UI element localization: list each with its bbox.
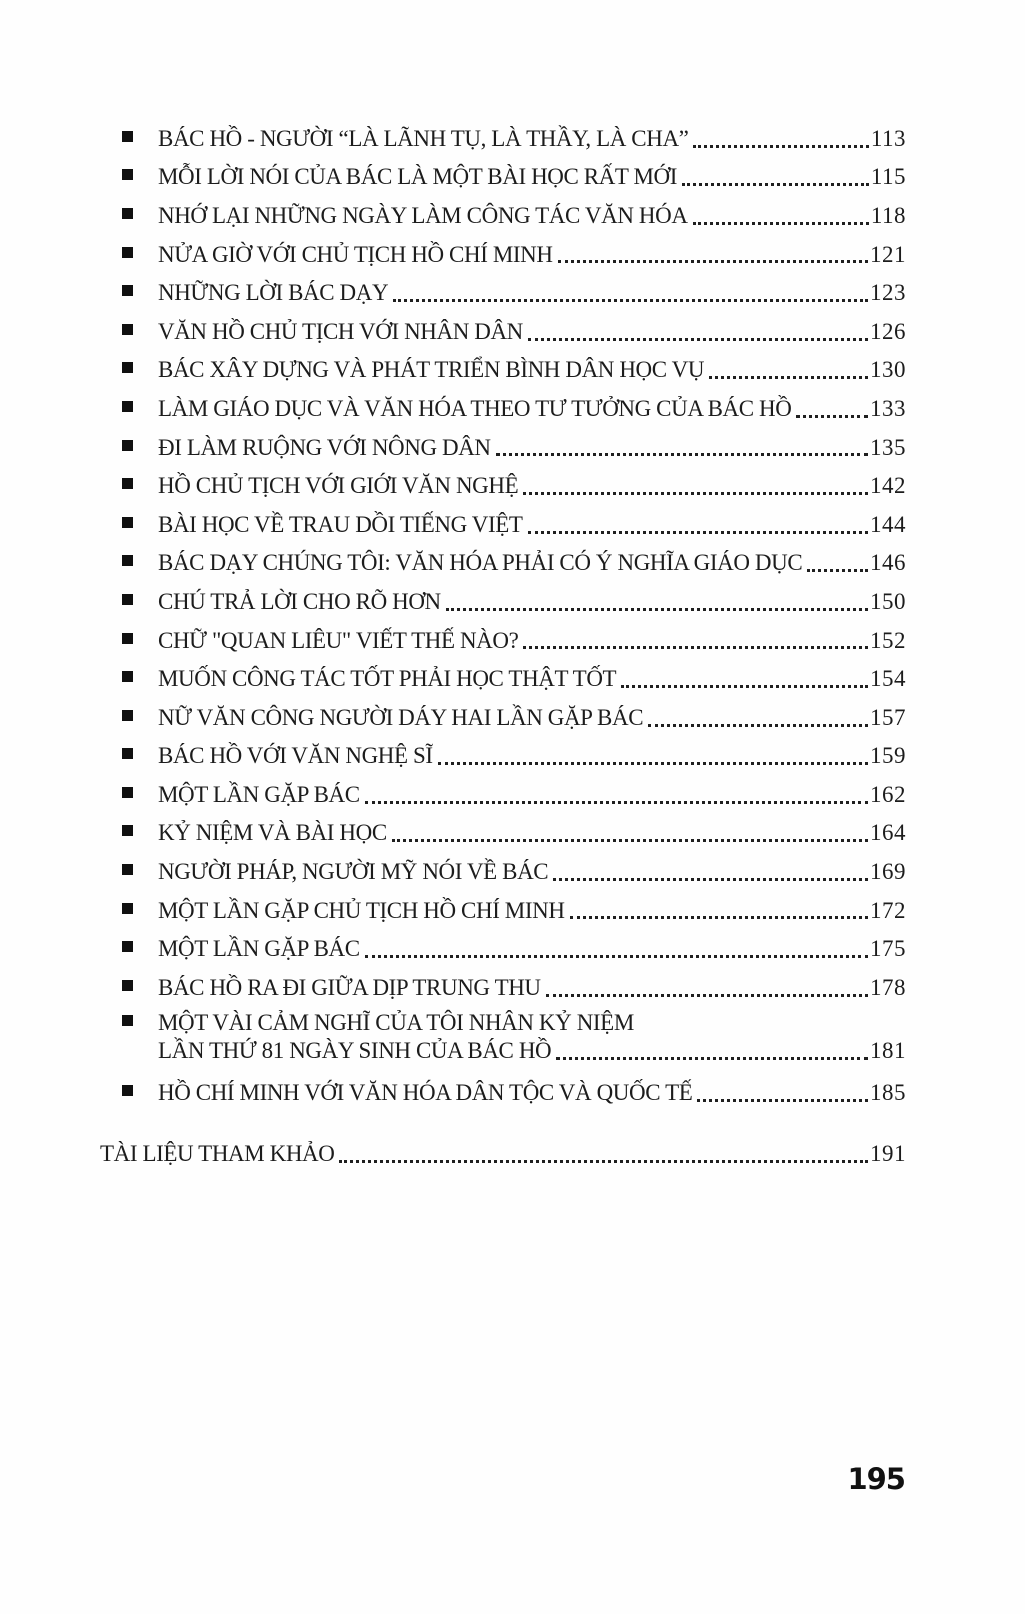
toc-entry-title: BÁC HỒ RA ĐI GIỮA DỊP TRUNG THU: [158, 974, 541, 1000]
bullet-column: [100, 248, 158, 259]
toc-entry: [100, 427, 906, 466]
bullet-column: [100, 518, 158, 529]
toc-entry-line: [100, 890, 906, 929]
toc-entry-line: [100, 504, 906, 543]
toc-entry-title: HỒ CHÍ MINH VỚI VĂN HÓA DÂN TỘC VÀ QUỐC TẾ: [158, 1080, 693, 1106]
bullet-column: [100, 749, 158, 760]
toc-entry-title: KỶ NIỆM VÀ BÀI HỌC: [158, 820, 387, 846]
toc-entry-page: 152: [870, 627, 906, 653]
bullet-column: [100, 942, 158, 953]
bullet-column: [100, 441, 158, 452]
dotted-leader: [546, 994, 868, 997]
toc-entry: [100, 928, 906, 967]
toc-entry: [100, 581, 906, 620]
dotted-leader: [693, 222, 869, 225]
toc-entry: [100, 388, 906, 427]
toc-entry-line: [100, 1073, 906, 1112]
toc-entry-page: 142: [870, 473, 906, 499]
toc-entry: [100, 157, 906, 196]
dotted-leader: [621, 685, 868, 688]
bullet-square-icon: [122, 594, 133, 605]
bullet-column: [100, 595, 158, 606]
bullet-column: [100, 904, 158, 915]
bullet-square-icon: [122, 440, 133, 451]
dotted-leader: [807, 569, 868, 572]
dotted-leader: [558, 260, 868, 263]
bullet-column: [100, 1086, 158, 1097]
toc-entry-page: 164: [870, 820, 906, 846]
references-line: [100, 1133, 906, 1172]
bullet-column: [100, 711, 158, 722]
bullet-column: [100, 286, 158, 297]
bullet-column: [100, 402, 158, 413]
toc-entry-page: 135: [870, 434, 906, 460]
toc-entry-line: [100, 774, 906, 813]
dotted-leader: [697, 1099, 868, 1102]
bullet-square-icon: [122, 903, 133, 914]
toc-entry-title-line2: LẦN THỨ 81 NGÀY SINH CỦA BÁC HỒ: [158, 1038, 552, 1064]
dotted-leader: [556, 1057, 868, 1060]
bullet-square-icon: [122, 748, 133, 759]
toc-entry-page: 144: [870, 511, 906, 537]
toc-entry-line: [100, 1036, 906, 1064]
toc-entry: [100, 311, 906, 350]
toc-entry-line: [100, 427, 906, 466]
toc-entry: [100, 234, 906, 273]
toc-entry-title: BÁC HỒ VỚI VĂN NGHỆ SĨ: [158, 743, 433, 769]
dotted-leader: [393, 299, 868, 302]
toc-entry-line: [100, 620, 906, 659]
toc-entry-line: [100, 195, 906, 234]
toc-entry-page: 123: [870, 280, 906, 306]
toc-entry-title: BÁC XÂY DỰNG VÀ PHÁT TRIỂN BÌNH DÂN HỌC VỤ: [158, 357, 705, 383]
toc-entry: [100, 658, 906, 697]
toc-entry-page: 159: [870, 743, 906, 769]
toc-entry: [100, 350, 906, 389]
toc-entry-line: [100, 234, 906, 273]
bullet-column: [100, 634, 158, 645]
bullet-column: [100, 865, 158, 876]
toc-entry: [100, 851, 906, 890]
toc-list: [100, 118, 906, 1172]
toc-entry-page: 113: [870, 125, 906, 151]
toc-entry-line: [100, 272, 906, 311]
toc-entry: [100, 890, 906, 929]
toc-entry-title: NHỮNG LỜI BÁC DẠY: [158, 280, 389, 306]
toc-entry: [100, 620, 906, 659]
toc-entry-page: 169: [870, 859, 906, 885]
toc-entry-title: MỘT LẦN GẶP BÁC: [158, 781, 360, 807]
bullet-square-icon: [122, 131, 133, 142]
toc-entry: [100, 697, 906, 736]
toc-entry-page: 181: [870, 1038, 906, 1064]
dotted-leader: [523, 646, 868, 649]
toc-entry-title: CHÚ TRẢ LỜI CHO RÕ HƠN: [158, 588, 441, 614]
dotted-leader: [709, 376, 868, 379]
toc-entry: [100, 813, 906, 852]
dotted-leader: [528, 531, 868, 534]
toc-entry-page: 146: [870, 550, 906, 576]
toc-entry-title: NỮ VĂN CÔNG NGƯỜI DÁY HAI LẦN GẶP BÁC: [158, 704, 644, 730]
bullet-square-icon: [122, 555, 133, 566]
bullet-square-icon: [122, 980, 133, 991]
toc-entry: [100, 272, 906, 311]
bullet-square-icon: [122, 517, 133, 528]
toc-entry-page: 118: [870, 202, 906, 228]
dotted-leader: [648, 724, 868, 727]
dotted-leader: [392, 839, 868, 842]
bullet-column: [100, 479, 158, 490]
bullet-column: [100, 170, 158, 181]
bullet-square-icon: [122, 285, 133, 296]
toc-entry-title: MỘT VÀI CẢM NGHĨ CỦA TÔI NHÂN KỶ NIỆM: [158, 1010, 634, 1036]
toc-entry-page: 150: [870, 588, 906, 614]
toc-entry-line: [100, 967, 906, 1006]
toc-entry-title: BÁC DẠY CHÚNG TÔI: VĂN HÓA PHẢI CÓ Ý NGHĨA GIÁO DỤC: [158, 550, 803, 576]
toc-entry: [100, 774, 906, 813]
bullet-square-icon: [122, 941, 133, 952]
toc-entry-title: MỖI LỜI NÓI CỦA BÁC LÀ MỘT BÀI HỌC RẤT MỚI: [158, 164, 678, 190]
bullet-square-icon: [122, 787, 133, 798]
dotted-leader: [682, 183, 869, 186]
bullet-square-icon: [122, 478, 133, 489]
references-title: TÀI LIỆU THAM KHẢO: [100, 1141, 335, 1167]
toc-entry-line: [100, 118, 906, 157]
page-number: 195: [847, 1462, 905, 1496]
toc-entry-page: 126: [870, 318, 906, 344]
toc-entry-title: NỬA GIỜ VỚI CHỦ TỊCH HỒ CHÍ MINH: [158, 241, 553, 267]
dotted-leader: [796, 415, 868, 418]
toc-entry-title: ĐI LÀM RUỘNG VỚI NÔNG DÂN: [158, 434, 491, 460]
toc-entry-line: [100, 851, 906, 890]
toc-entry-line: [100, 736, 906, 775]
dotted-leader: [438, 762, 868, 765]
toc-entry-title: LÀM GIÁO DỤC VÀ VĂN HÓA THEO TƯ TƯỞNG CỦA BÁC HỒ: [158, 395, 792, 421]
toc-entry-line: [100, 581, 906, 620]
toc-entry-title: MỘT LẦN GẶP CHỦ TỊCH HỒ CHÍ MINH: [158, 897, 565, 923]
bullet-column: [100, 1016, 158, 1027]
bullet-square-icon: [122, 633, 133, 644]
toc-entry: [100, 543, 906, 582]
bullet-square-icon: [122, 401, 133, 412]
bullet-column: [100, 325, 158, 336]
bullet-column: [100, 556, 158, 567]
toc-entry-title: MỘT LẦN GẶP BÁC: [158, 936, 360, 962]
bullet-column: [100, 826, 158, 837]
toc-entry-line: [100, 658, 906, 697]
toc-entry-line: [100, 697, 906, 736]
references-page: 191: [870, 1141, 906, 1167]
bullet-column: [100, 132, 158, 143]
toc-entry-line: [100, 311, 906, 350]
toc-entry-page: 162: [870, 781, 906, 807]
bullet-square-icon: [122, 1085, 133, 1096]
bullet-square-icon: [122, 324, 133, 335]
bullet-square-icon: [122, 825, 133, 836]
dotted-leader: [693, 145, 868, 148]
toc-entry: [100, 1073, 906, 1112]
bullet-square-icon: [122, 671, 133, 682]
dotted-leader: [528, 338, 868, 341]
toc-entry: [100, 736, 906, 775]
toc-entry-line: [100, 465, 906, 504]
toc-entry: [100, 195, 906, 234]
bullet-square-icon: [122, 169, 133, 180]
toc-entry-line: [100, 813, 906, 852]
toc-entry-page: 178: [870, 974, 906, 1000]
toc-entry: [100, 465, 906, 504]
bullet-square-icon: [122, 362, 133, 373]
bullet-square-icon: [122, 208, 133, 219]
toc-entry-line: [100, 157, 906, 196]
bullet-square-icon: [122, 247, 133, 258]
toc-entry-line: [100, 350, 906, 389]
toc-entry-page: 130: [870, 357, 906, 383]
toc-entry-title: NGƯỜI PHÁP, NGƯỜI MỸ NÓI VỀ BÁC: [158, 859, 549, 885]
toc-entry-page: 172: [870, 897, 906, 923]
toc-entry-page: 175: [870, 936, 906, 962]
dotted-leader: [339, 1160, 868, 1163]
toc-entry-page: 185: [870, 1080, 906, 1106]
toc-entry-title: MUỐN CÔNG TÁC TỐT PHẢI HỌC THẬT TỐT: [158, 666, 617, 692]
toc-entry-line: [100, 388, 906, 427]
dotted-leader: [446, 608, 868, 611]
toc-entry-line: [100, 1008, 906, 1036]
bullet-column: [100, 981, 158, 992]
bullet-square-icon: [122, 864, 133, 875]
toc-entry-page: 154: [870, 666, 906, 692]
toc-entry-line: [100, 543, 906, 582]
toc-entry-title: BÀI HỌC VỀ TRAU DỒI TIẾNG VIỆT: [158, 511, 523, 537]
toc-entry-title: BÁC HỒ - NGƯỜI “LÀ LÃNH TỤ, LÀ THẦY, LÀ CHA”: [158, 125, 689, 151]
dotted-leader: [523, 492, 868, 495]
dotted-leader: [570, 916, 868, 919]
bullet-column: [100, 363, 158, 374]
dotted-leader: [496, 453, 868, 456]
toc-entry-page: 133: [870, 395, 906, 421]
toc-entry-page: 157: [870, 704, 906, 730]
dotted-leader: [365, 801, 868, 804]
bullet-column: [100, 209, 158, 220]
toc-entry-title: HỒ CHỦ TỊCH VỚI GIỚI VĂN NGHỆ: [158, 473, 519, 499]
toc-entry: [100, 1006, 906, 1073]
dotted-leader: [553, 878, 868, 881]
toc-entry-line: [100, 928, 906, 967]
toc-entry-title: VĂN HỒ CHỦ TỊCH VỚI NHÂN DÂN: [158, 318, 523, 344]
toc-entry-title: NHỚ LẠI NHỮNG NGÀY LÀM CÔNG TÁC VĂN HÓA: [158, 202, 688, 228]
toc-entry: [100, 118, 906, 157]
bullet-square-icon: [122, 1015, 133, 1026]
toc-entry-page: 121: [870, 241, 906, 267]
bullet-square-icon: [122, 710, 133, 721]
references-entry: [100, 1133, 906, 1172]
bullet-column: [100, 788, 158, 799]
toc-entry-title: CHỮ "QUAN LIÊU" VIẾT THẾ NÀO?: [158, 627, 519, 653]
toc-entry-page: 115: [870, 164, 906, 190]
toc-entry: [100, 504, 906, 543]
bullet-column: [100, 672, 158, 683]
toc-entry: [100, 967, 906, 1006]
dotted-leader: [365, 955, 868, 958]
